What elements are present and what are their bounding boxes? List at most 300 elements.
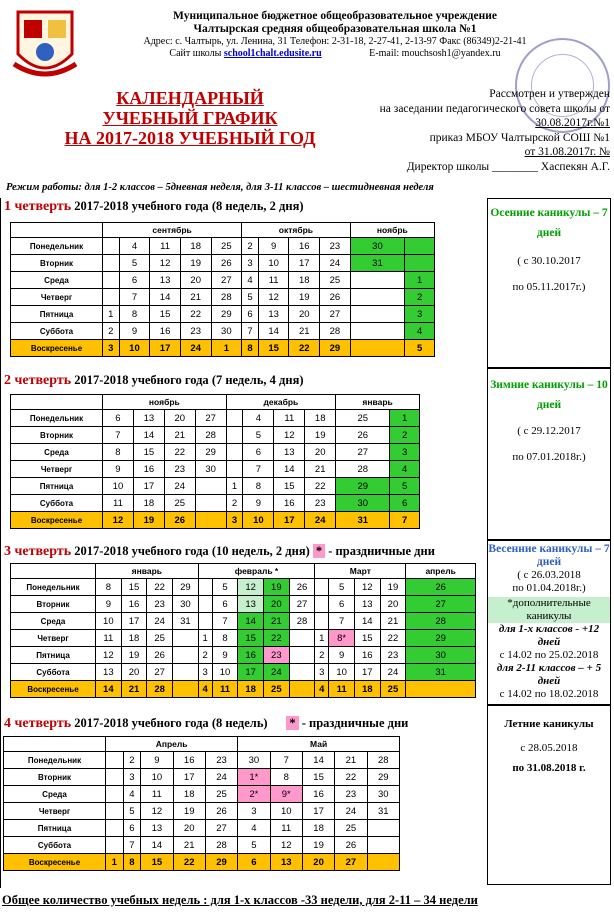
month-header: январь — [96, 564, 199, 579]
day-cell: 18 — [121, 630, 147, 647]
day-cell — [226, 444, 243, 461]
day-cell: 3 — [242, 255, 259, 272]
day-cell: 18 — [354, 681, 380, 698]
day-cell: 17 — [133, 478, 164, 495]
weekday-label: Суббота — [4, 837, 106, 854]
day-cell: 9 — [103, 461, 134, 478]
day-cell: 8 — [212, 630, 238, 647]
day-cell: 1 — [405, 272, 435, 289]
day-cell: 31 — [173, 613, 199, 630]
day-cell: 28 — [205, 837, 237, 854]
day-cell: 5 — [242, 289, 259, 306]
day-cell: 23 — [263, 647, 289, 664]
day-cell: 10 — [329, 664, 355, 681]
corner-cell — [4, 737, 106, 752]
holiday-legend: - праздничные дни — [325, 544, 435, 558]
director-line: Директор школы ________ Хаспекян А.Г. — [406, 160, 610, 173]
day-cell — [106, 803, 124, 820]
day-cell: 21 — [263, 613, 289, 630]
day-cell: 17 — [150, 340, 181, 357]
day-cell: 25 — [164, 495, 195, 512]
day-cell: 20 — [121, 664, 147, 681]
day-cell — [173, 681, 199, 698]
day-cell: 8 — [243, 478, 274, 495]
day-cell: 11 — [270, 820, 302, 837]
site-link[interactable]: school1chalt.edusite.ru — [223, 48, 322, 59]
day-cell: 13 — [141, 820, 173, 837]
day-cell: 26 — [205, 803, 237, 820]
day-cell: 28 — [320, 323, 351, 340]
day-cell: 21 — [121, 681, 147, 698]
day-cell: 11 — [103, 495, 134, 512]
day-cell — [315, 596, 329, 613]
day-cell: 20 — [180, 272, 211, 289]
month-header: апрель — [406, 564, 476, 579]
q4-calendar — [3, 736, 400, 871]
day-cell: 9 — [96, 596, 122, 613]
day-cell: 15 — [302, 769, 334, 786]
day-cell: 14 — [141, 837, 173, 854]
month-header: ноябрь — [350, 223, 434, 238]
vacation-to: по 31.08.2018 г. — [512, 762, 586, 774]
weekday-label: Воскресенье — [11, 340, 103, 357]
day-cell: 20 — [302, 854, 334, 871]
day-cell: 24 — [164, 478, 195, 495]
day-cell: 19 — [305, 427, 336, 444]
day-cell: 3 — [390, 444, 420, 461]
day-cell: 11 — [141, 786, 173, 803]
q2-weeks: (7 недель, 4 дня) — [208, 373, 304, 387]
day-cell: 24 — [147, 613, 173, 630]
day-cell: 12 — [258, 289, 289, 306]
day-cell: 18 — [180, 238, 211, 255]
day-cell: 4 — [390, 461, 420, 478]
day-cell: 23 — [147, 596, 173, 613]
day-cell: 28 — [147, 681, 173, 698]
day-cell: 21 — [289, 323, 320, 340]
day-cell: 5 — [212, 579, 238, 596]
day-cell: 27 — [336, 444, 390, 461]
day-cell: 15 — [150, 306, 181, 323]
day-cell — [103, 255, 120, 272]
day-cell: 19 — [180, 255, 211, 272]
day-cell: 29 — [205, 854, 237, 871]
day-cell: 12 — [354, 579, 380, 596]
day-cell — [195, 478, 226, 495]
day-cell — [350, 272, 405, 289]
weekday-label: Воскресенье — [11, 512, 103, 529]
vacation-from: ( с 26.03.2018 — [517, 569, 581, 581]
day-cell: 8 — [103, 444, 134, 461]
day-cell: 16 — [274, 495, 305, 512]
day-cell — [350, 306, 405, 323]
day-cell: 1 — [226, 478, 243, 495]
weekday-label: Суббота — [11, 323, 103, 340]
day-cell: 5 — [329, 579, 355, 596]
day-cell: 11 — [96, 630, 122, 647]
day-cell: 10 — [243, 512, 274, 529]
day-cell: 18 — [305, 410, 336, 427]
day-cell: 9 — [141, 752, 173, 769]
day-cell — [106, 769, 124, 786]
day-cell: 7 — [119, 289, 150, 306]
day-cell: 16 — [302, 786, 334, 803]
weekday-label: Воскресенье — [11, 681, 96, 698]
day-cell: 27 — [406, 596, 476, 613]
day-cell: 22 — [289, 340, 320, 357]
day-cell — [173, 664, 199, 681]
total-weeks: Общее количество учебных недель : для 1-х классов -33 недели, для 2-11 – 34 недели — [2, 893, 478, 907]
day-cell: 7 — [103, 427, 134, 444]
q4-title — [4, 716, 408, 732]
day-cell — [173, 630, 199, 647]
day-cell: 2 — [242, 238, 259, 255]
day-cell: 9 — [212, 647, 238, 664]
day-cell: 8 — [119, 306, 150, 323]
day-cell: 20 — [289, 306, 320, 323]
day-cell: 13 — [150, 272, 181, 289]
day-cell — [406, 681, 476, 698]
day-cell: 18 — [302, 820, 334, 837]
month-header: сентябрь — [103, 223, 242, 238]
day-cell — [350, 323, 405, 340]
day-cell: 14 — [302, 752, 334, 769]
day-cell: 14 — [133, 427, 164, 444]
q2-title — [4, 373, 304, 389]
day-cell: 14 — [150, 289, 181, 306]
day-cell: 8 — [242, 340, 259, 357]
day-cell: 12 — [103, 512, 134, 529]
day-cell: 21 — [380, 613, 406, 630]
q2-vacation — [487, 368, 611, 540]
day-cell: 30 — [173, 596, 199, 613]
day-cell: 6 — [329, 596, 355, 613]
day-cell: 13 — [274, 444, 305, 461]
day-cell: 22 — [173, 854, 205, 871]
approval-block — [330, 87, 610, 174]
day-cell — [289, 647, 315, 664]
q2-number: 2 четверть — [4, 373, 72, 388]
day-cell: 1 — [103, 306, 120, 323]
day-cell: 15 — [141, 854, 173, 871]
day-cell: 20 — [380, 596, 406, 613]
weekday-label: Четверг — [11, 289, 103, 306]
day-cell: 14 — [354, 613, 380, 630]
day-cell: 2 — [405, 289, 435, 306]
day-cell: 5 — [390, 478, 420, 495]
day-cell: 15 — [274, 478, 305, 495]
day-cell — [103, 272, 120, 289]
day-cell: 20 — [305, 444, 336, 461]
day-cell: 6 — [243, 444, 274, 461]
day-cell — [289, 664, 315, 681]
day-cell: 16 — [238, 647, 264, 664]
day-cell: 6 — [119, 272, 150, 289]
corner-cell — [11, 223, 103, 238]
day-cell: 19 — [121, 647, 147, 664]
weekday-label: Вторник — [4, 769, 106, 786]
day-cell: 13 — [238, 596, 264, 613]
day-cell: 17 — [121, 613, 147, 630]
day-cell: 12 — [274, 427, 305, 444]
day-cell: 20 — [164, 410, 195, 427]
day-cell: 17 — [354, 664, 380, 681]
day-cell: 22 — [380, 630, 406, 647]
day-cell — [195, 495, 226, 512]
day-cell — [367, 820, 399, 837]
day-cell: 1 — [390, 410, 420, 427]
grade1-extra-dates: с 14.02 по 25.02.2018 — [499, 649, 599, 661]
page-title — [60, 88, 320, 148]
day-cell: 28 — [289, 613, 315, 630]
q1-calendar — [10, 222, 435, 357]
day-cell: 6 — [242, 306, 259, 323]
day-cell: 8 — [96, 579, 122, 596]
weekday-label: Вторник — [11, 427, 103, 444]
title-line-1: КАЛЕНДАРНЫЙ — [116, 88, 264, 108]
q1-vacation — [487, 198, 611, 368]
day-cell — [315, 613, 329, 630]
day-cell: 7 — [329, 613, 355, 630]
day-cell: 25 — [147, 630, 173, 647]
weekday-label: Суббота — [11, 664, 96, 681]
vacation-to: по 01.04.2018г.) — [512, 582, 586, 594]
day-cell: 20 — [173, 820, 205, 837]
day-cell: 22 — [263, 630, 289, 647]
day-cell: 29 — [211, 306, 242, 323]
day-cell: 24 — [320, 255, 351, 272]
day-cell: 30 — [367, 786, 399, 803]
day-cell: 23 — [335, 786, 367, 803]
work-regime: Режим работы: для 1-2 классов – 5дневная неделя, для 3-11 классов – шестидневная неделя — [6, 182, 434, 193]
day-cell: 22 — [305, 478, 336, 495]
weekday-label: Среда — [4, 786, 106, 803]
day-cell: 26 — [211, 255, 242, 272]
day-cell: 19 — [302, 837, 334, 854]
day-cell: 4 — [405, 323, 435, 340]
day-cell: 21 — [305, 461, 336, 478]
grade1-extra: для 1-х классов - +12 дней — [498, 623, 600, 648]
weekday-label: Пятница — [11, 478, 103, 495]
day-cell: 14 — [274, 461, 305, 478]
holiday-marker: * — [286, 716, 298, 730]
day-cell: 3 — [315, 664, 329, 681]
school-contacts — [95, 48, 575, 60]
day-cell: 18 — [238, 681, 264, 698]
vacation-to: по 05.11.2017г.) — [512, 281, 586, 293]
day-cell: 28 — [406, 613, 476, 630]
holiday-legend: - праздничные дни — [298, 716, 409, 730]
weekday-label: Пятница — [4, 820, 106, 837]
day-cell: 23 — [380, 647, 406, 664]
day-cell: 5 — [238, 837, 270, 854]
day-cell: 4 — [198, 681, 212, 698]
day-cell: 15 — [133, 444, 164, 461]
extra-vacation-note: *дополнительные каникулы — [488, 597, 610, 623]
day-cell — [106, 837, 124, 854]
day-cell: 4 — [123, 786, 141, 803]
day-cell: 23 — [320, 238, 351, 255]
weekday-label: Вторник — [11, 255, 103, 272]
day-cell: 13 — [133, 410, 164, 427]
day-cell — [173, 647, 199, 664]
vacation-title: Осенние каникулы – 7 дней — [490, 207, 608, 239]
approval-date: 30.08.2017г.№1 — [535, 117, 610, 129]
day-cell: 26 — [289, 579, 315, 596]
day-cell: 3 — [198, 664, 212, 681]
day-cell — [289, 630, 315, 647]
day-cell: 28 — [211, 289, 242, 306]
day-cell: 10 — [258, 255, 289, 272]
day-cell: 10 — [212, 664, 238, 681]
day-cell — [315, 579, 329, 596]
month-header: Апрель — [106, 737, 238, 752]
day-cell: 3 — [405, 306, 435, 323]
day-cell: 23 — [164, 461, 195, 478]
day-cell: 15 — [238, 630, 264, 647]
q4-year: 2017-2018 учебного года — [71, 716, 209, 730]
day-cell: 25 — [211, 238, 242, 255]
day-cell: 9 — [329, 647, 355, 664]
weekday-label: Понедельник — [4, 752, 106, 769]
approval-line: Рассмотрен и утвержден — [489, 88, 610, 100]
day-cell: 25 — [335, 820, 367, 837]
day-cell: 26 — [336, 427, 390, 444]
day-cell: 27 — [289, 596, 315, 613]
day-cell: 21 — [164, 427, 195, 444]
day-cell: 22 — [180, 306, 211, 323]
day-cell: 14 — [238, 613, 264, 630]
day-cell — [106, 752, 124, 769]
day-cell — [198, 613, 212, 630]
day-cell: 31 — [406, 664, 476, 681]
day-cell: 6 — [123, 820, 141, 837]
day-cell: 29 — [367, 769, 399, 786]
day-cell — [350, 340, 405, 357]
school-name: Чалтырская средняя общеобразовательная школа №1 — [193, 23, 477, 35]
day-cell: 16 — [121, 596, 147, 613]
corner-cell — [11, 395, 103, 410]
day-cell: 16 — [133, 461, 164, 478]
day-cell: 14 — [96, 681, 122, 698]
day-cell: 27 — [195, 410, 226, 427]
day-cell: 6 — [212, 596, 238, 613]
day-cell: 14 — [258, 323, 289, 340]
vacation-title: Весенние каникулы – 7 дней — [488, 543, 610, 568]
day-cell — [198, 579, 212, 596]
weekday-label: Среда — [11, 444, 103, 461]
q2-year: 2017-2018 учебного года — [71, 373, 209, 387]
day-cell: 27 — [211, 272, 242, 289]
month-header: декабрь — [226, 395, 336, 410]
day-cell: 10 — [141, 769, 173, 786]
day-cell: 4 — [315, 681, 329, 698]
frame-divider — [0, 198, 1, 888]
day-cell: 6 — [103, 410, 134, 427]
day-cell: 23 — [180, 323, 211, 340]
day-cell — [106, 820, 124, 837]
month-header: октябрь — [242, 223, 351, 238]
day-cell: 21 — [180, 289, 211, 306]
day-cell: 24 — [305, 512, 336, 529]
month-header: ноябрь — [103, 395, 227, 410]
day-cell: 4 — [242, 272, 259, 289]
day-cell: 7 — [123, 837, 141, 854]
order-date: от 31.08.2017г. № — [524, 146, 610, 158]
title-line-2: УЧЕБНЫЙ ГРАФИК — [102, 108, 278, 128]
day-cell: 7 — [212, 613, 238, 630]
vacation-from: с 28.05.2018 — [520, 742, 578, 754]
q4-weeks: (8 недель) — [208, 716, 268, 730]
day-cell: 13 — [96, 664, 122, 681]
day-cell: 27 — [335, 854, 367, 871]
day-cell — [226, 410, 243, 427]
day-cell: 6 — [238, 854, 270, 871]
day-cell: 2 — [226, 495, 243, 512]
day-cell: 8* — [329, 630, 355, 647]
day-cell: 5 — [243, 427, 274, 444]
day-cell: 1 — [106, 854, 124, 871]
weekday-label: Четверг — [4, 803, 106, 820]
day-cell: 3 — [103, 340, 120, 357]
month-header: Март — [315, 564, 406, 579]
day-cell: 6 — [390, 495, 420, 512]
day-cell: 27 — [205, 820, 237, 837]
day-cell: 16 — [289, 238, 320, 255]
day-cell: 15 — [121, 579, 147, 596]
weekday-label: Среда — [11, 272, 103, 289]
day-cell: 28 — [195, 427, 226, 444]
approval-line: приказ МБОУ Чалтырской СОШ №1 — [429, 131, 610, 144]
day-cell: 26 — [147, 647, 173, 664]
grade2-11-extra-dates: с 14.02 по 18.02.2018 — [499, 688, 599, 700]
day-cell: 5 — [123, 803, 141, 820]
day-cell: 18 — [133, 495, 164, 512]
day-cell: 25 — [336, 410, 390, 427]
day-cell: 18 — [173, 786, 205, 803]
weekday-label: Понедельник — [11, 579, 96, 596]
day-cell: 26 — [320, 289, 351, 306]
day-cell: 25 — [380, 681, 406, 698]
q1-weeks: (8 недель, 2 дня) — [208, 199, 304, 213]
day-cell: 11 — [150, 238, 181, 255]
vacation-title: Летние каникулы — [504, 718, 594, 730]
day-cell: 11 — [329, 681, 355, 698]
day-cell: 13 — [354, 596, 380, 613]
day-cell: 29 — [320, 340, 351, 357]
day-cell: 21 — [173, 837, 205, 854]
vacation-from: ( с 30.10.2017 — [517, 255, 581, 267]
day-cell: 5 — [405, 340, 435, 357]
month-header: январь — [336, 395, 420, 410]
q3-title — [4, 544, 435, 560]
day-cell: 31 — [336, 512, 390, 529]
day-cell: 24 — [205, 769, 237, 786]
day-cell: 19 — [173, 803, 205, 820]
day-cell: 7 — [390, 512, 420, 529]
q1-number: 1 четверть — [4, 199, 72, 214]
day-cell — [103, 238, 120, 255]
day-cell: 19 — [289, 289, 320, 306]
day-cell: 30 — [336, 495, 390, 512]
day-cell: 29 — [406, 630, 476, 647]
day-cell: 9 — [258, 238, 289, 255]
q2-calendar — [10, 394, 420, 529]
day-cell: 10 — [96, 613, 122, 630]
weekday-label: Суббота — [11, 495, 103, 512]
school-type: Муниципальное бюджетное общеобразовательное учреждение — [173, 10, 497, 22]
day-cell: 30 — [238, 752, 270, 769]
